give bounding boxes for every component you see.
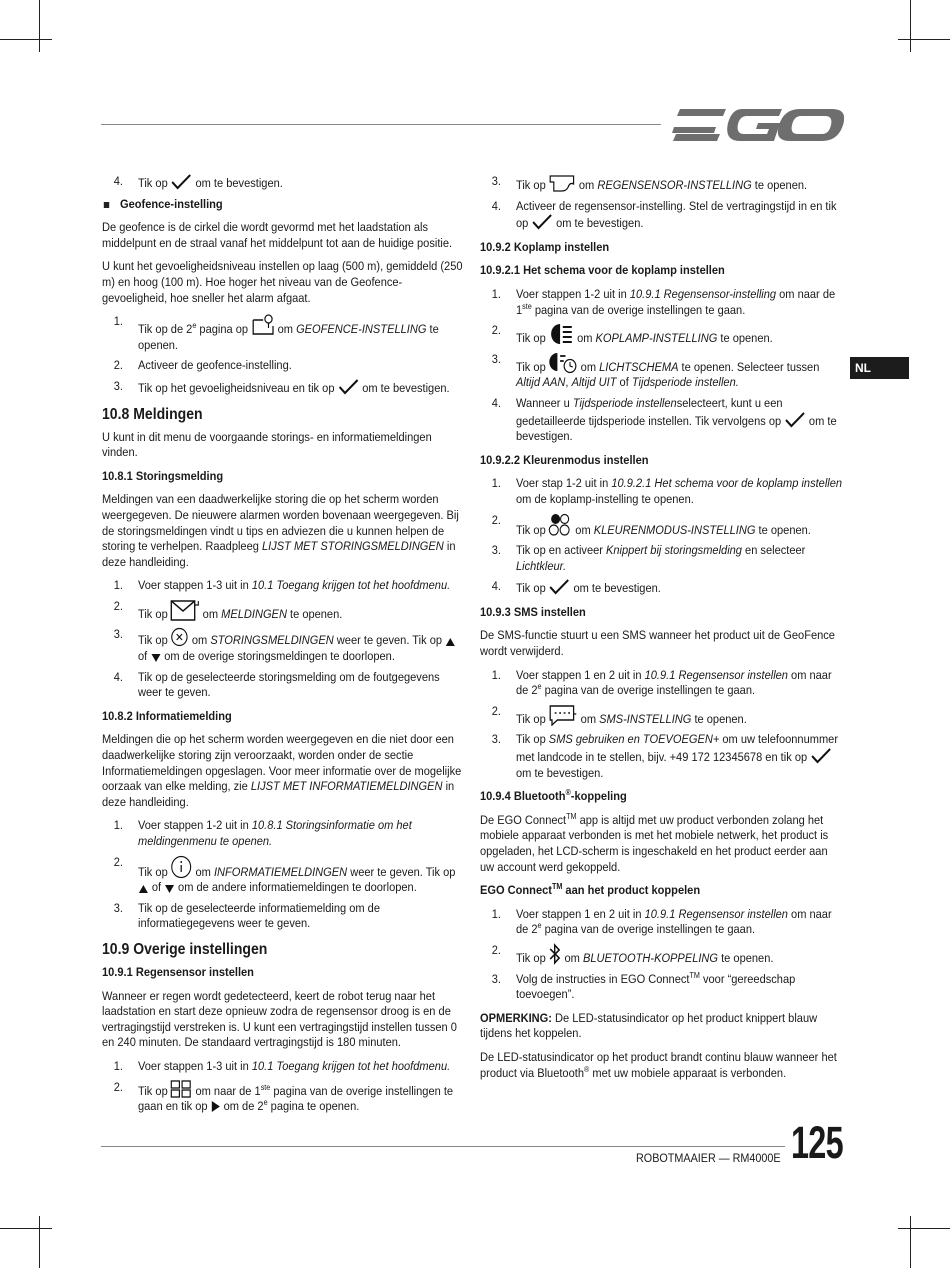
subsection-heading: 10.9.2 Koplamp instellen — [480, 239, 610, 254]
list-number: 1. — [491, 906, 501, 921]
list-item — [480, 352, 844, 391]
step-text: Tik op om BLUETOOTH-KOPPELING te openen. — [516, 951, 773, 965]
arrow-down-icon — [164, 884, 175, 894]
step-text: Tik op de geselecteerde storingsmelding om de foutgegevens weer te geven. — [138, 669, 440, 700]
list-item — [102, 1080, 466, 1115]
left-column — [102, 174, 466, 1123]
list-number: 1. — [113, 314, 123, 329]
crop-mark — [910, 0, 911, 52]
step-text: Tik op SMS gebruiken en TOEVOEGEN+ om uw telefoonnummer met landcode in te stellen, bijv. +49 172 12345678 en tik op om te bevestigen. — [516, 732, 839, 780]
subsection-heading: 10.9.4 Bluetooth®-koppeling — [480, 788, 627, 804]
crop-mark — [910, 1216, 911, 1268]
list-number: 1. — [113, 578, 123, 593]
arrow-down-icon — [150, 653, 161, 663]
crop-mark — [898, 1228, 950, 1229]
step-text: Voer stappen 1 en 2 uit in 10.9.1 Regensensor instellen om naar de 2e pagina van de overige instellingen te gaan. — [516, 667, 832, 698]
list-number: 2. — [491, 323, 501, 338]
footer-rule — [101, 1146, 785, 1147]
list-item — [480, 543, 844, 574]
crop-mark — [898, 39, 950, 40]
paragraph: De EGO Connect™ app is altijd met uw product verbonden zolang het mobiele apparaat verbonden is met het mobiele netwerk, het product is opgeladen, het LCD-scherm is ingeschakeld en het product eerder aan uw account werd gekoppeld. — [480, 811, 829, 874]
step-list — [480, 668, 844, 782]
note — [480, 1011, 844, 1042]
footer-product: ROBOTMAAIER — RM4000E — [636, 1151, 781, 1165]
step-list — [102, 314, 466, 396]
step-list — [102, 818, 466, 932]
list-item — [102, 818, 466, 849]
note-label: OPMERKING: — [480, 1010, 552, 1025]
list-number: 4. — [491, 579, 501, 594]
paragraph: Wanneer er regen wordt gedetecteerd, keert de robot terug naar het laadstation en start deze opnieuw zodra de regensensor droog is en de vertragingstijd verstreken is. U kunt een vertragingstijd instellen tussen 0 en 240 minuten. De standaard vertragingstijd is 180 minuten. — [102, 988, 457, 1050]
list-item — [102, 599, 466, 623]
crop-mark — [0, 1228, 52, 1229]
step-text: Volg de instructies in EGO Connect™ voor “gereedschap toevoegen”. — [516, 970, 796, 1002]
header-rule — [101, 124, 661, 125]
list-item — [102, 855, 466, 896]
step-text: Tik op en activeer Knippert bij storingsmelding en selecteer Lichtkleur. — [516, 543, 806, 573]
step-text: Activeer de geofence-instelling. — [138, 358, 292, 373]
step-text: Voer stappen 1 en 2 uit in 10.9.1 Regensensor instellen om naar de 2e pagina van de overige instellingen te gaan. — [516, 906, 832, 937]
arrow-up-icon — [445, 637, 456, 647]
list-item — [480, 972, 844, 1003]
list-item — [102, 379, 466, 397]
list-number: 2. — [491, 942, 501, 957]
info-icon — [171, 855, 193, 879]
subsection-heading: 10.9.2.1 Het schema voor de koplamp instellen — [480, 263, 725, 278]
subsection-heading: 10.9.2.2 Kleurenmodus instellen — [480, 452, 649, 467]
paragraph: De LED-statusindicator op het product brandt continu blauw wanneer het product via Bluetooth® met uw mobiele apparaat is verbonden. — [480, 1049, 837, 1080]
step-list — [480, 907, 844, 1003]
step-list — [480, 174, 844, 232]
list-item — [102, 670, 466, 701]
list-item — [102, 627, 466, 664]
arrow-right-icon — [211, 1100, 221, 1113]
crop-mark — [0, 39, 52, 40]
list-number: 2. — [491, 703, 501, 718]
paragraph: Meldingen van een daadwerkelijke storing die op het scherm worden weergegeven. De nieuwere alarmen worden bovenaan weergegeven. Bij de storingsmeldingen vindt u tips en adviezen die u kunnen helpen de storing te verhelpen. Raadpleeg LIJST MET STORINGSMELDINGEN in deze handleiding. — [102, 492, 459, 569]
subsection-heading: 10.8.2 Informatiemelding — [102, 708, 232, 723]
error-icon — [171, 627, 189, 647]
step-text: Tik op om REGENSENSOR-INSTELLING te openen. — [516, 178, 807, 192]
ego-logo — [672, 105, 844, 143]
list-item — [102, 901, 466, 932]
checkmark-icon — [338, 379, 360, 395]
paragraph: U kunt in dit menu de voorgaande storings- en informatiemeldingen vinden. — [102, 429, 432, 460]
list-item — [480, 513, 844, 539]
subsection-heading: 10.9.1 Regensensor instellen — [102, 964, 254, 979]
list-number: 3. — [113, 378, 123, 393]
page-number: 125 — [791, 1117, 843, 1168]
sms-icon — [549, 704, 578, 726]
list-number: 2. — [113, 358, 123, 373]
paragraph: De geofence is de cirkel die wordt gevormd met het laadstation als middelpunt en de straal vanaf het middelpunt tot aan de huidige positie. — [102, 220, 453, 250]
checkmark-icon — [531, 214, 553, 230]
list-item — [480, 396, 844, 445]
list-number: 1. — [491, 667, 501, 682]
light-schedule-icon — [549, 352, 578, 374]
list-item — [480, 732, 844, 781]
step-text: Voer stappen 1-3 uit in 10.1 Toegang krijgen tot het hoofdmenu. — [138, 1058, 451, 1073]
bluetooth-icon — [549, 943, 562, 965]
crop-mark — [39, 0, 40, 52]
geofence-icon — [251, 314, 274, 336]
language-tab: NL — [850, 357, 909, 379]
list-number: 3. — [491, 971, 501, 986]
list-item — [102, 578, 466, 594]
paragraph: Meldingen die op het scherm worden weergegeven en die niet door een daadwerkelijke storing zijn veroorzaakt, worden onder de sectie Informatiemeldingen opgeslagen. Voor meer informatie over de mogelijke oorzaak van elke melding, zie LIJST MET INFORMATIEMELDINGEN in deze handleiding. — [102, 732, 462, 809]
list-number: 2. — [113, 598, 123, 613]
checkmark-icon — [171, 174, 193, 190]
list-number: 1. — [491, 476, 501, 491]
right-column — [480, 174, 844, 1089]
step-text: Tik op om naar de 1ste pagina van de overige instellingen te gaan en tik op om de 2e pagina te openen. — [138, 1084, 453, 1114]
crop-mark — [39, 1216, 40, 1268]
list-item — [480, 907, 844, 938]
list-number: 2. — [491, 512, 501, 527]
list-number: 3. — [113, 900, 123, 915]
list-item — [102, 1059, 466, 1075]
list-number: 1. — [113, 1058, 123, 1073]
step-text: Voer stappen 1-3 uit in 10.1 Toegang krijgen tot het hoofdmenu. — [138, 578, 451, 593]
list-number: 2. — [113, 1079, 123, 1094]
step-text: Tik op om KOPLAMP-INSTELLING te openen. — [516, 331, 773, 345]
list-item — [480, 943, 844, 967]
bullet-heading: Geofence-instelling — [102, 197, 466, 213]
list-number: 3. — [113, 627, 123, 642]
list-number: 4. — [491, 395, 501, 410]
step-text: Tik op om te bevestigen. — [138, 176, 283, 190]
checkmark-icon — [784, 412, 806, 428]
step-text: Voer stap 1-2 uit in 10.9.2.1 Het schema voor de koplamp instellen om de koplamp-instelling te openen. — [516, 476, 843, 506]
list-item: 4. Tik op om te bevestigen. — [113, 174, 283, 190]
list-item — [102, 314, 466, 353]
step-text: Tik op de 2e pagina op om GEOFENCE-INSTELLING te openen. — [138, 322, 439, 352]
list-item — [480, 323, 844, 347]
step-text: Tik op om INFORMATIEMELDINGEN weer te geven. Tik op of om de andere informatiemeldingen te doorlopen. — [138, 865, 455, 895]
paragraph: U kunt het gevoeligheidsniveau instellen op laag (500 m), gemiddeld (250 m) en hoog (100 m). Hoe hoger het niveau van de Geofence-gevoeligheid, hoe sneller het alarm afgaat. — [102, 259, 463, 305]
step-list — [102, 1059, 466, 1115]
list-item — [102, 358, 466, 374]
step-text: Tik op de geselecteerde informatiemelding om de informatiegegevens weer te geven. — [138, 900, 380, 931]
step-list — [102, 578, 466, 701]
subsection-heading: 10.8.1 Storingsmelding — [102, 468, 224, 483]
step-list — [480, 287, 844, 445]
headlamp-icon — [549, 323, 574, 345]
step-text: Tik op om MELDINGEN te openen. — [138, 607, 342, 621]
section-heading: 10.8 Meldingen — [102, 405, 203, 423]
step-text: Activeer de regensensor-instelling. Stel de vertragingstijd in en tik op om te bevestigen. — [516, 198, 837, 231]
arrow-up-icon — [138, 884, 149, 894]
list-number: 3. — [491, 351, 501, 366]
list-item — [480, 287, 844, 318]
list-item — [480, 668, 844, 699]
note-text: De LED-statusindicator op het product knippert blauw tijdens het koppelen. — [480, 1010, 818, 1041]
list-number: 1. — [491, 286, 501, 301]
checkmark-icon — [549, 579, 571, 595]
step-text: Tik op om te bevestigen. — [516, 581, 661, 596]
step-text: Voer stappen 1-2 uit in 10.8.1 Storingsinformatie om het meldingenmenu te openen. — [138, 818, 412, 848]
section-heading: 10.9 Overige instellingen — [102, 940, 268, 958]
step-text: Tik op om STORINGSMELDINGEN weer te geven. Tik op of om de overige storingsmeldingen te doorlopen. — [138, 633, 456, 663]
paragraph: De SMS-functie stuurt u een SMS wanneer het product uit de GeoFence wordt verwijderd. — [480, 628, 835, 659]
step-list — [480, 476, 844, 597]
step-text: Tik op om LICHTSCHEMA te openen. Selecteer tussen Altijd AAN, Altijd UIT of Tijdsperiode instellen. — [516, 360, 819, 390]
rain-sensor-icon — [549, 174, 576, 192]
list-item — [480, 199, 844, 232]
list-number: 4. — [113, 669, 123, 684]
list-number: 3. — [491, 543, 501, 558]
list-item — [480, 476, 844, 507]
list-item — [480, 579, 844, 597]
checkmark-icon — [810, 748, 832, 764]
subsection-heading: EGO Connect™ aan het product koppelen — [480, 882, 701, 898]
step-text: Voer stappen 1-2 uit in 10.9.1 Regensensor-instelling om naar de 1ste pagina van de overige instellingen te gaan. — [516, 286, 836, 317]
list-number: 4. — [491, 198, 501, 213]
step-text: Tik op het gevoeligheidsniveau en tik op om te bevestigen. — [138, 380, 450, 395]
step-text: Tik op om KLEURENMODUS-INSTELLING te openen. — [516, 523, 811, 537]
step-text: Tik op om SMS-INSTELLING te openen. — [516, 712, 747, 726]
subsection-heading: 10.9.3 SMS instellen — [480, 604, 586, 619]
list-item — [480, 704, 844, 728]
list-number: 3. — [491, 732, 501, 747]
list-number: 3. — [491, 174, 501, 188]
list-number: 2. — [113, 854, 123, 869]
step-text: Wanneer u Tijdsperiode instellenselecteert, kunt u een gedetailleerde tijdsperiode instellen. Tik vervolgens op om te bevestigen. — [516, 395, 837, 444]
list-item — [480, 174, 844, 194]
list-number: 1. — [113, 818, 123, 833]
mail-icon — [171, 599, 200, 621]
color-mode-icon — [549, 513, 572, 537]
settings-grid-icon — [171, 1080, 193, 1098]
